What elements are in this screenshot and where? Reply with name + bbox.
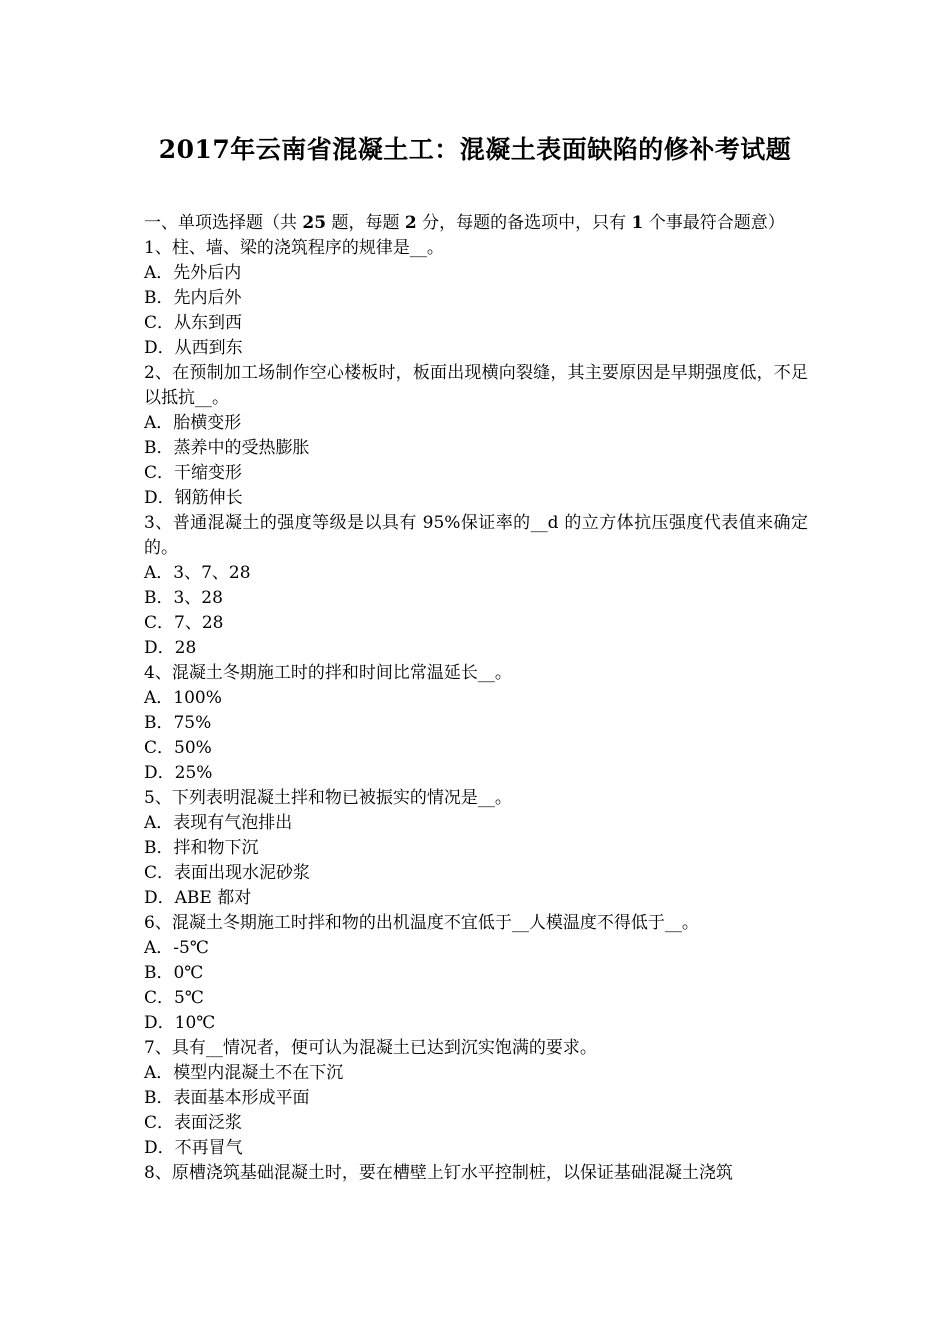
question-text: 3、普通混凝土的强度等级是以具有 95%保证率的__d 的立方体抗压强度代表值来确定的。 bbox=[144, 513, 808, 558]
option-item: C．5℃ bbox=[144, 988, 204, 1008]
option-item: B．蒸养中的受热膨胀 bbox=[144, 438, 310, 458]
question-text: 4、混凝土冬期施工时的拌和时间比常温延长__。 bbox=[144, 663, 512, 683]
question-text: 5、下列表明混凝土拌和物已被振实的情况是__。 bbox=[144, 788, 512, 808]
option-item: D．10℃ bbox=[144, 1013, 216, 1033]
option-item: C．干缩变形 bbox=[144, 463, 243, 483]
document-title: 2017年云南省混凝土工：混凝土表面缺陷的修补考试题 bbox=[158, 135, 792, 164]
question-text: 7、具有__情况者，便可认为混凝土已达到沉实饱满的要求。 bbox=[144, 1038, 597, 1058]
option-item: C．从东到西 bbox=[144, 313, 243, 333]
option-item: A．模型内混凝土不在下沉 bbox=[144, 1063, 344, 1083]
section-question-count: 25 bbox=[302, 213, 327, 233]
section-header-suffix: 个事最符合题意） bbox=[648, 213, 785, 233]
option-item: A．3、7、28 bbox=[144, 563, 251, 583]
option-item: D．钢筋伸长 bbox=[144, 488, 243, 508]
section-header-mid2: 分，每题的备选项中，只有 bbox=[422, 213, 627, 233]
option-item: B．表面基本形成平面 bbox=[144, 1088, 310, 1108]
option-item: D．ABE 都对 bbox=[144, 888, 252, 908]
option-item: B．先内后外 bbox=[144, 288, 242, 308]
option-item: D．不再冒气 bbox=[144, 1138, 243, 1158]
section-points: 2 bbox=[404, 213, 417, 233]
document-body bbox=[144, 211, 808, 1186]
option-item: A．先外后内 bbox=[144, 263, 242, 283]
option-item: C．表面泛浆 bbox=[144, 1113, 243, 1133]
option-item: C．表面出现水泥砂浆 bbox=[144, 863, 311, 883]
section-one: 1 bbox=[631, 213, 644, 233]
option-item: A．胎横变形 bbox=[144, 413, 242, 433]
option-item: B．3、28 bbox=[144, 588, 223, 608]
option-item: D．28 bbox=[144, 638, 197, 658]
option-item: D．从西到东 bbox=[144, 338, 243, 358]
option-item: B．拌和物下沉 bbox=[144, 838, 259, 858]
question-text: 2、在预制加工场制作空心楼板时，板面出现横向裂缝，其主要原因是早期强度低，不足以抵抗__。 bbox=[144, 363, 808, 408]
section-header bbox=[144, 211, 808, 236]
option-item: D．25% bbox=[144, 763, 213, 783]
option-item: B．75% bbox=[144, 713, 212, 733]
section-header-prefix: 一、单项选择题（共 bbox=[144, 213, 297, 233]
option-item: B．0℃ bbox=[144, 963, 204, 983]
option-item: A．表现有气泡排出 bbox=[144, 813, 293, 833]
option-item: A．100% bbox=[144, 688, 222, 708]
question-text: 1、柱、墙、梁的浇筑程序的规律是__。 bbox=[144, 238, 444, 258]
section-header-mid1: 题，每题 bbox=[331, 213, 400, 233]
question-text: 8、原槽浇筑基础混凝土时，要在槽壁上钉水平控制桩，以保证基础混凝土浇筑 bbox=[144, 1163, 733, 1183]
question-text: 6、混凝土冬期施工时拌和物的出机温度不宜低于__人模温度不得低于__。 bbox=[144, 913, 699, 933]
option-item: C．50% bbox=[144, 738, 212, 758]
option-item: A．-5℃ bbox=[144, 938, 209, 958]
option-item: C．7、28 bbox=[144, 613, 224, 633]
